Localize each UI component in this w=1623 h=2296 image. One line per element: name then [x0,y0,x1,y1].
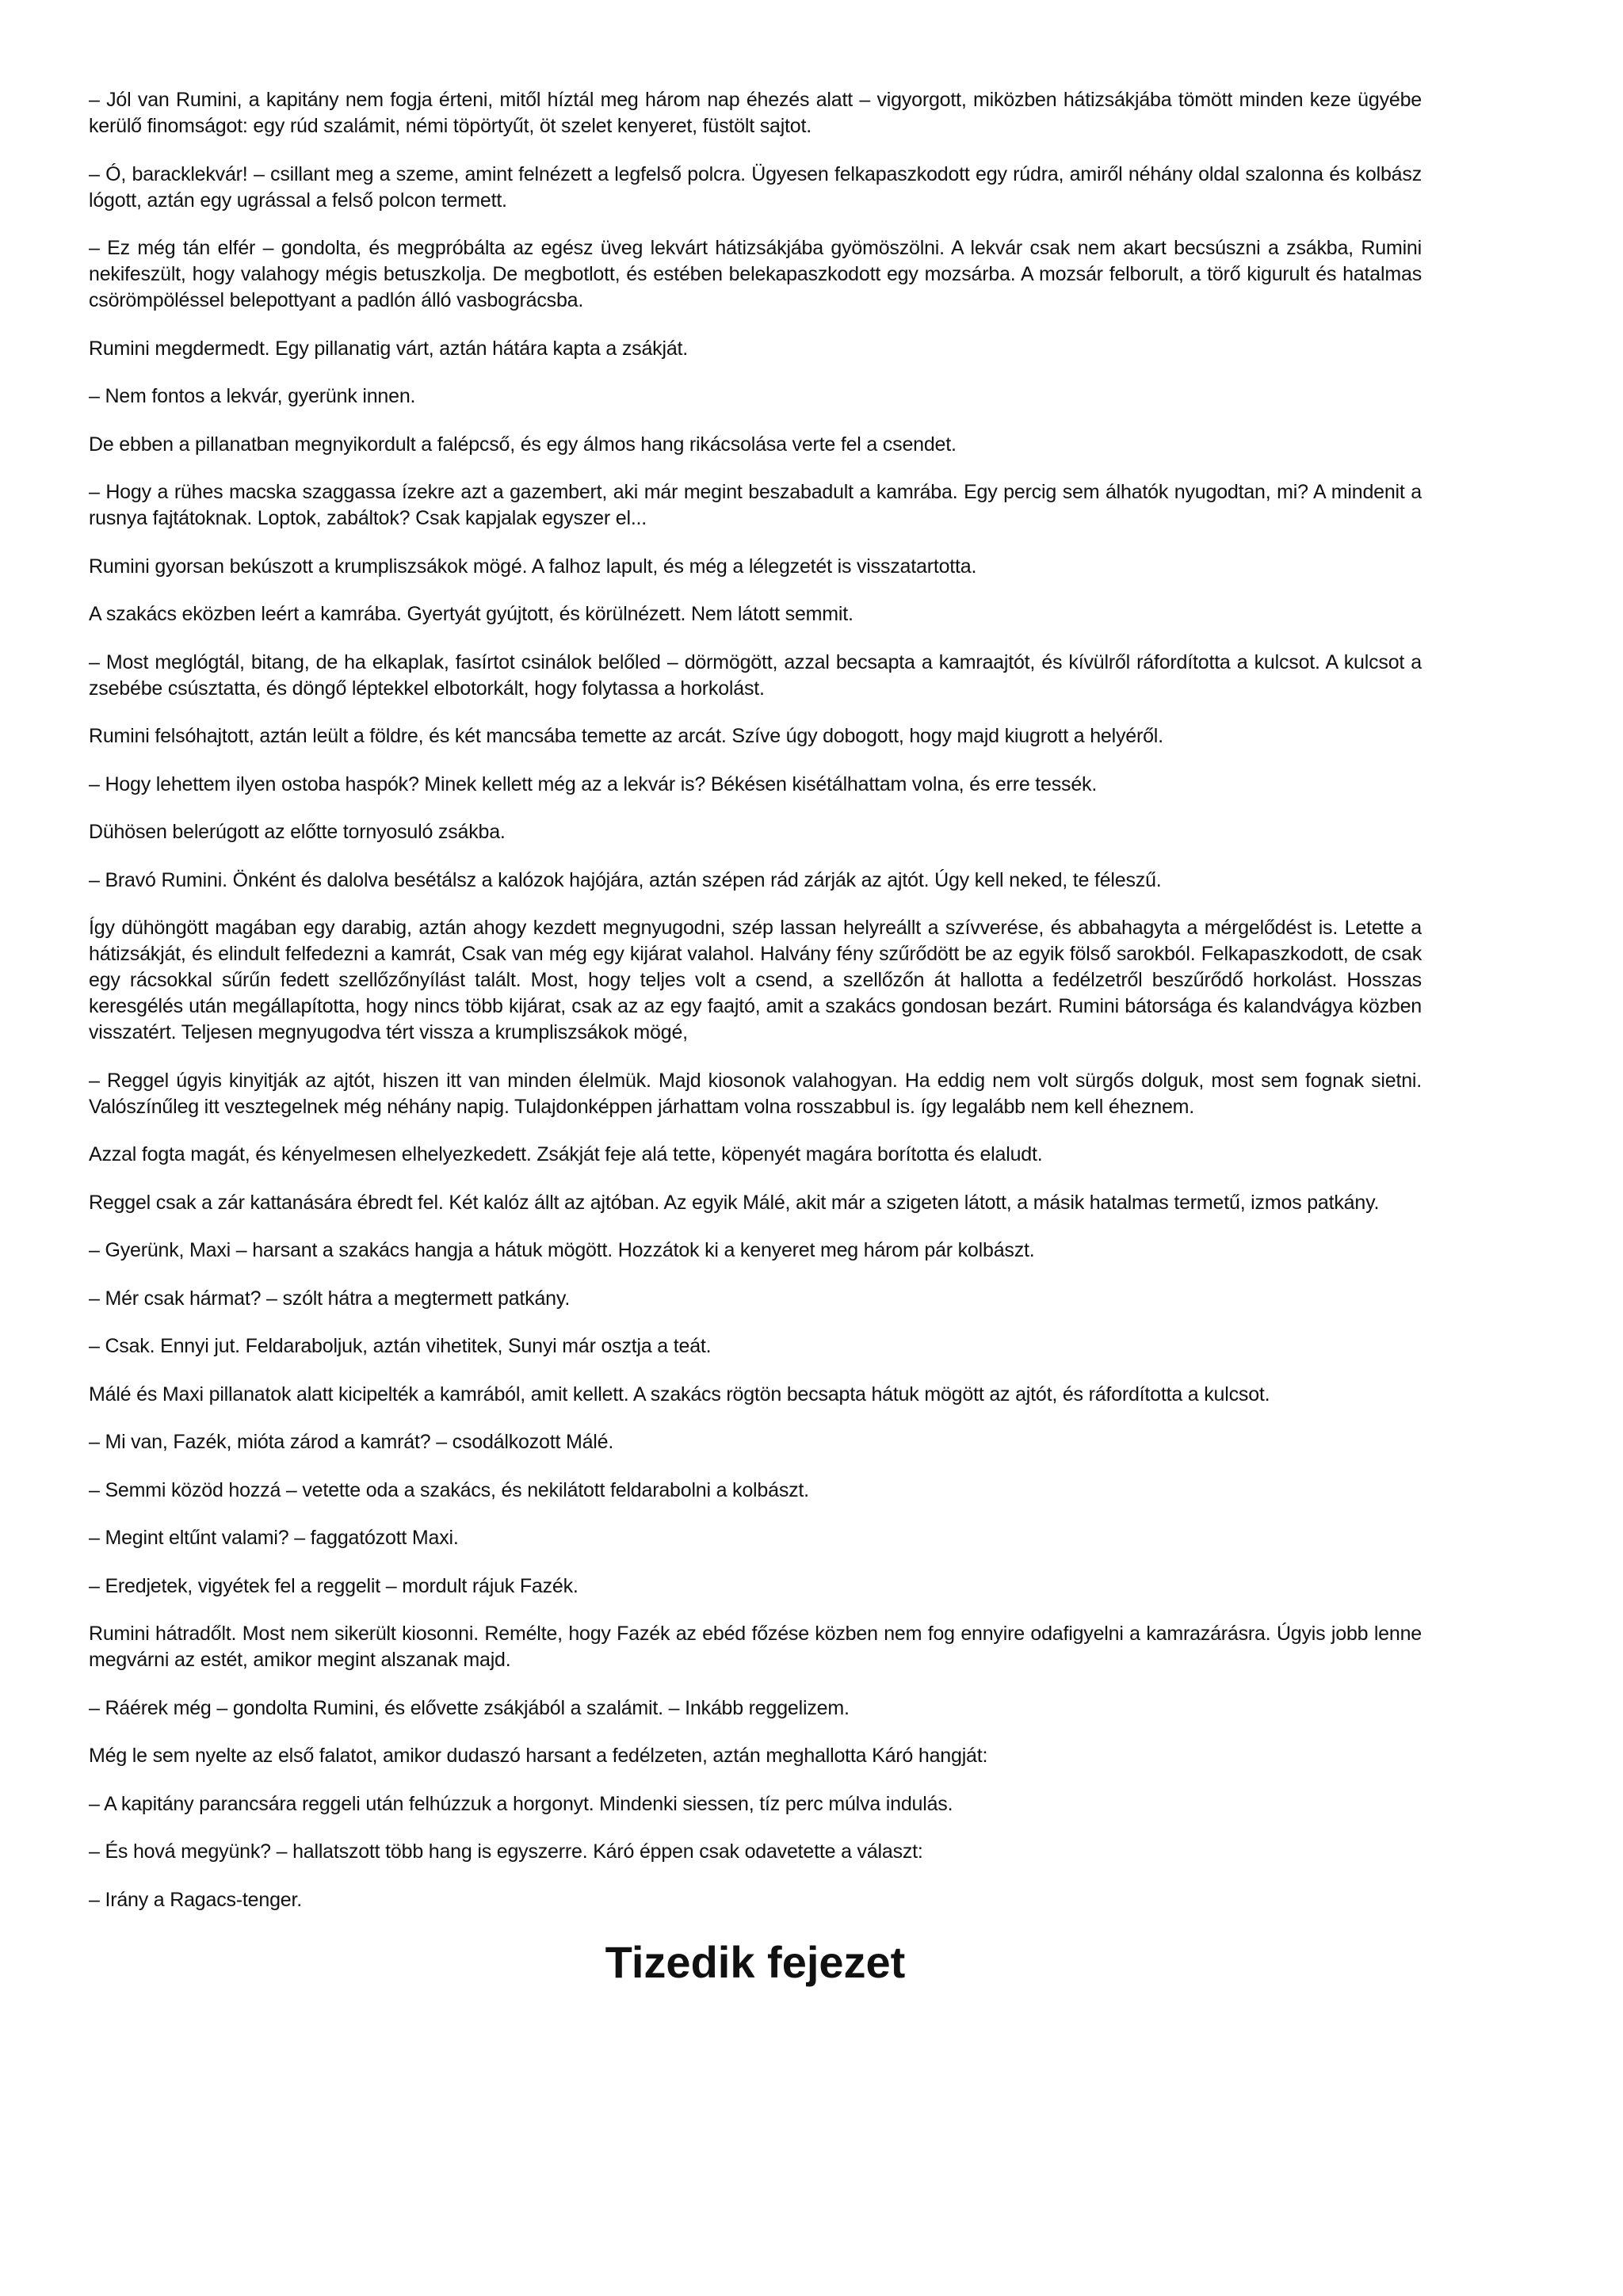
paragraph: – Gyerünk, Maxi – harsant a szakács hangja a hátuk mögött. Hozzátok ki a kenyeret meg három pár kolbászt. [89,1239,1035,1261]
paragraph: – Most meglógtál, bitang, de ha elkaplak, fasírtot csinálok belőled – dörmögött, azzal becsapta a kamraajtót, és kívülről ráfordította a kulcsot. A kulcsot a zsebébe csúsztatta, és döngő léptekkel elbotorkált, hogy folytassa a horkolást. [89,650,1422,700]
chapter-heading: Tizedik fejezet [605,1936,906,1987]
paragraph: Rumini megdermedt. Egy pillanatig várt, aztán hátára kapta a zsákját. [89,337,689,360]
paragraph: – Bravó Rumini. Önként és dalolva besétálsz a kalózok hajójára, aztán szépen rád zárják az ajtót. Úgy kell neked, te féleszű. [89,868,1162,891]
paragraph: – Reggel úgyis kinyitják az ajtót, hiszen itt van minden élelmük. Majd kiosonok valahogyan. Ha eddig nem volt sürgős dolguk, most sem fognak sietni. Valószínűleg itt vesztegelnek még néhány napig. Tulajdonképpen járhattam volna rosszabbul is. így legalább nem kell éheznem. [89,1069,1422,1118]
paragraph: – Ez még tán elfér – gondolta, és megpróbálta az egész üveg lekvárt hátizsákjába gyömöszölni. A lekvár csak nem akart becsúszni a zsákba, Rumini nekifeszült, hogy valahogy mégis betuszkolja. De megbotlott, és estében belekapaszkodott egy mozsárba. A mozsár felborult, a törő kigurult és hatalmas csörömpöléssel belepottyant a padlón álló vasbográcsba. [89,237,1422,311]
paragraph: – Jól van Rumini, a kapitány nem fogja érteni, mitől híztál meg három nap éhezés alatt – vigyorgott, miközben hátizsákjába tömött minden keze ügyébe kerülő finomságot: egy rúd szalámit, némi töpörtyűt, öt szelet kenyeret, füstölt sajtot. [89,89,1422,137]
paragraph: – És hová megyünk? – hallatszott több hang is egyszerre. Káró éppen csak odavetette a választ: [89,1840,923,1863]
paragraph: – Csak. Ennyi jut. Feldaraboljuk, aztán vihetitek, Sunyi már osztja a teát. [89,1335,712,1357]
paragraph: – Hogy a rühes macska szaggassa ízekre azt a gazembert, aki már megint beszabadult a kamrába. Egy percig sem álhatók nyugodtan, mi? A mindenit a rusnya fajtátoknak. Loptok, zabáltok? Csak kapjalak egyszer el... [89,481,1422,529]
paragraph: – Megint eltűnt valami? – faggatózott Maxi. [89,1527,459,1549]
paragraph: Rumini felsóhajtott, aztán leült a földre, és két mancsába temette az arcát. Szíve úgy dobogott, hogy majd kiugrott a helyéről. [89,725,1163,747]
paragraph: Így dühöngött magában egy darabig, aztán ahogy kezdett megnyugodni, szép lassan helyreállt a szívverése, és abbahagyta a mérgelődést is. Letette a hátizsákját, és elindult felfedezni a kamrát, Csak van még egy kijárat valahol. Halvány fény szűrődött be az egyik fölső sarokból. Felkapaszkodott, de csak egy rácsokkal sűrűn fedett szellőzőnyílást talált. Most, hogy teljes volt a csend, a szellőzőn át hallotta a fedélzetről beszűrődő horkolást. Hosszas keresgélés után megállapította, hogy nincs több kijárat, csak az az egy faajtó, amit a szakács gondosan bezárt. Rumini bátorsága és kalandvágya közben visszatért. Teljesen megnyugodva tért vissza a krumpliszsákok mögé, [89,917,1422,1043]
paragraph: A szakács eközben leért a kamrába. Gyertyát gyújtott, és körülnézett. Nem látott semmit. [89,603,854,625]
paragraph: Dühösen belerúgott az előtte tornyosuló zsákba. [89,821,506,843]
paragraph: – Nem fontos a lekvár, gyerünk innen. [89,385,416,407]
paragraph: Rumini hátradőlt. Most nem sikerült kiosonni. Remélte, hogy Fazék az ebéd főzése közben nem fog ennyire odafigyelni a kamrazárásra. Úgyis jobb lenne megvárni az estét, amikor megint alszanak majd. [89,1623,1422,1671]
paragraph: Rumini gyorsan bekúszott a krumpliszsákok mögé. A falhoz lapult, és még a lélegzetét is visszatartotta. [89,555,977,578]
paragraph: – Irány a Ragacs-tenger. [89,1888,302,1911]
paragraph: – A kapitány parancsára reggeli után felhúzzuk a horgonyt. Mindenki siessen, tíz perc múlva indulás. [89,1792,953,1815]
paragraph: De ebben a pillanatban megnyikordult a falépcső, és egy álmos hang rikácsolása verte fel a csendet. [89,433,957,456]
paragraph: Málé és Maxi pillanatok alatt kicipelték a kamrából, amit kellett. A szakács rögtön becsapta hátuk mögött az ajtót, és ráfordította a kulcsot. [89,1383,1270,1405]
paragraph: – Eredjetek, vigyétek fel a reggelit – mordult rájuk Fazék. [89,1574,579,1597]
paragraph: Még le sem nyelte az első falatot, amikor dudaszó harsant a fedélzeten, aztán meghallotta Káró hangját: [89,1745,988,1767]
paragraph: – Hogy lehettem ilyen ostoba haspók? Minek kellett még az a lekvár is? Békésen kisétálhattam volna, és erre tessék. [89,772,1098,795]
paragraph: – Mér csak hármat? – szólt hátra a megtermett patkány. [89,1287,571,1310]
paragraph: Azzal fogta magát, és kényelmesen elhelyezkedett. Zsákját feje alá tette, köpenyét magára borította és elaludt. [89,1143,1043,1165]
document-page [89,87,1422,1988]
paragraph: Reggel csak a zár kattanására ébredt fel. Két kalóz állt az ajtóban. Az egyik Málé, akit már a szigeten látott, a másik hatalmas termetű, izmos patkány. [89,1191,1380,1214]
paragraph: – Ráérek még – gondolta Rumini, és elővette zsákjából a szalámit. – Inkább reggelizem. [89,1696,850,1719]
paragraph: – Mi van, Fazék, mióta zárod a kamrát? – csodálkozott Málé. [89,1431,614,1453]
paragraph: – Ó, baracklekvár! – csillant meg a szeme, amint felnézett a legfelső polcra. Ügyesen felkapaszkodott egy rúdra, amiről néhány oldal szalonna és kolbász lógott, aztán egy ugrással a felső polcon termett. [89,162,1422,212]
paragraph: – Semmi közöd hozzá – vetette oda a szakács, és nekilátott feldarabolni a kolbászt. [89,1478,809,1501]
